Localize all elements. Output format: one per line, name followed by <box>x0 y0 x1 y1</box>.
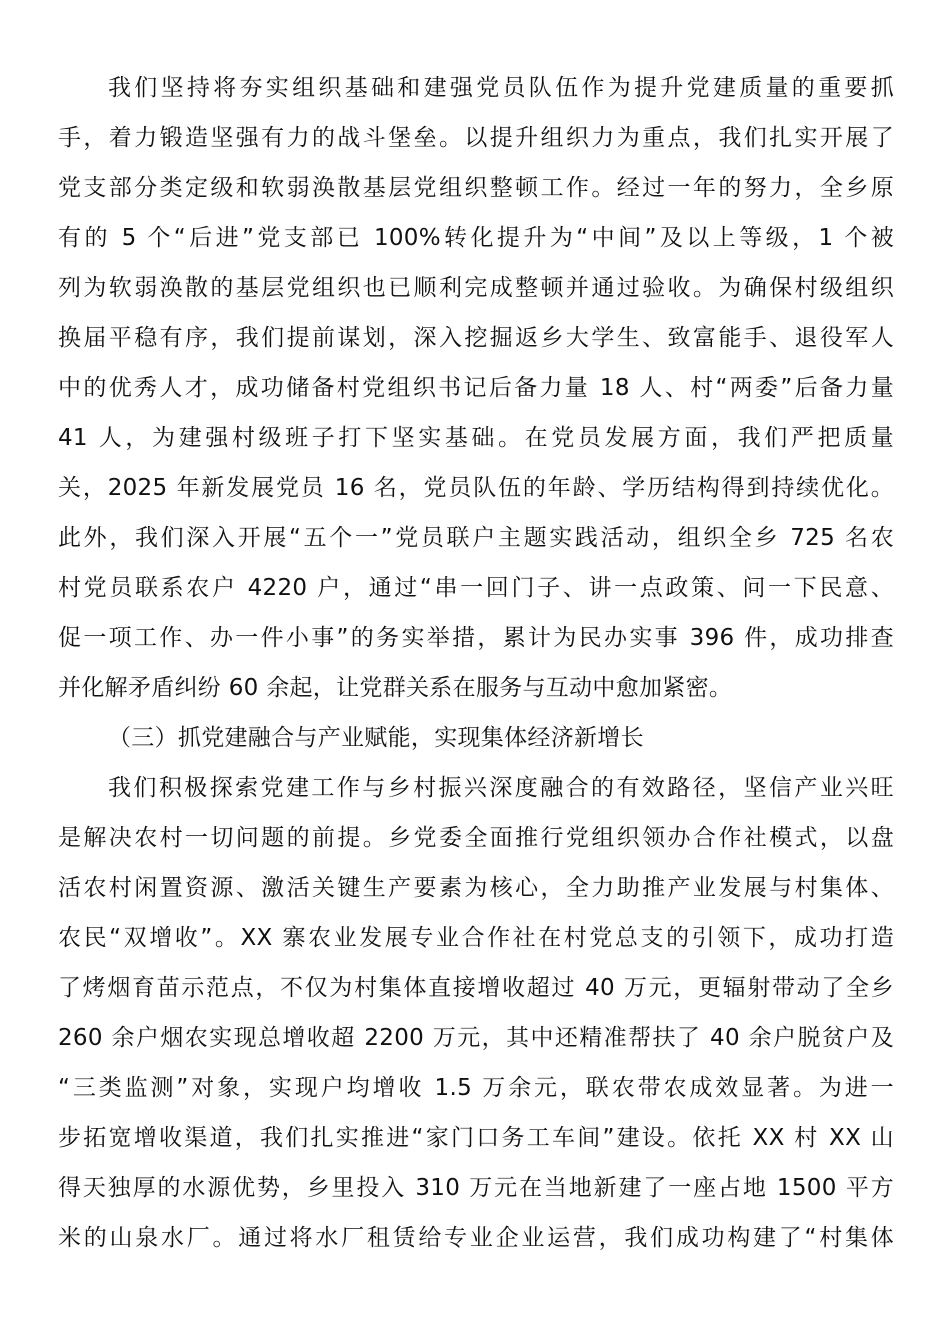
text-line: 我们积极探索党建工作与乡村振兴深度融合的有效路径，坚信产业兴旺 <box>108 775 894 801</box>
paragraph-industry-empowerment <box>58 763 894 1263</box>
text-line: 手，着力锻造坚强有力的战斗堡垒。以提升组织力为重点，我们扎实开展了 <box>58 125 894 151</box>
text-line: 我们坚持将夯实组织基础和建强党员队伍作为提升党建质量的重要抓 <box>108 75 894 101</box>
document-page <box>58 63 894 1263</box>
text-line: 是解决农村一切问题的前提。乡党委全面推行党组织领办合作社模式，以盘 <box>58 825 894 851</box>
text-line: 有的 5 个“后进”党支部已 100%转化提升为“中间”及以上等级，1 个被 <box>58 225 894 251</box>
text-line: 了烤烟育苗示范点，不仅为村集体直接增收超过 40 万元，更辐射带动了全乡 <box>58 975 894 1001</box>
paragraph-party-organization <box>58 63 894 713</box>
text-line: 农民“双增收”。XX 寨农业发展专业合作社在村党总支的引领下，成功打造 <box>58 925 894 951</box>
text-line: 260 余户烟农实现总增收超 2200 万元，其中还精准帮扶了 40 余户脱贫户及 <box>58 1025 894 1051</box>
section-heading: （三）抓党建融合与产业赋能，实现集体经济新增长 <box>108 725 644 751</box>
text-line: 得天独厚的水源优势，乡里投入 310 万元在当地新建了一座占地 1500 平方 <box>58 1175 894 1201</box>
text-line: 党支部分类定级和软弱涣散基层党组织整顿工作。经过一年的努力，全乡原 <box>58 175 894 201</box>
text-line: 换届平稳有序，我们提前谋划，深入挖掘返乡大学生、致富能手、退役军人 <box>58 325 894 351</box>
text-line: 中的优秀人才，成功储备村党组织书记后备力量 18 人、村“两委”后备力量 <box>58 375 894 401</box>
text-line: 41 人，为建强村级班子打下坚实基础。在党员发展方面，我们严把质量 <box>58 425 894 451</box>
text-line: 步拓宽增收渠道，我们扎实推进“家门口务工车间”建设。依托 XX 村 XX 山 <box>58 1125 894 1151</box>
text-line: 此外，我们深入开展“五个一”党员联户主题实践活动，组织全乡 725 名农 <box>58 525 894 551</box>
text-line: 关，2025 年新发展党员 16 名，党员队伍的年龄、学历结构得到持续优化。 <box>58 475 894 501</box>
text-line: 并化解矛盾纠纷 60 余起，让党群关系在服务与互动中愈加紧密。 <box>58 675 733 701</box>
text-line: 村党员联系农户 4220 户，通过“串一回门子、讲一点政策、问一下民意、 <box>58 575 894 601</box>
text-line: 促一项工作、办一件小事”的务实举措，累计为民办实事 396 件，成功排查 <box>58 625 894 651</box>
text-line: “三类监测”对象，实现户均增收 1.5 万余元，联农带农成效显著。为进一 <box>58 1075 894 1101</box>
text-line: 米的山泉水厂。通过将水厂租赁给专业企业运营，我们成功构建了“村集体 <box>58 1225 894 1251</box>
text-line: 列为软弱涣散的基层党组织也已顺利完成整顿并通过验收。为确保村级组织 <box>58 275 894 301</box>
text-line: 活农村闲置资源、激活关键生产要素为核心，全力助推产业发展与村集体、 <box>58 875 894 901</box>
